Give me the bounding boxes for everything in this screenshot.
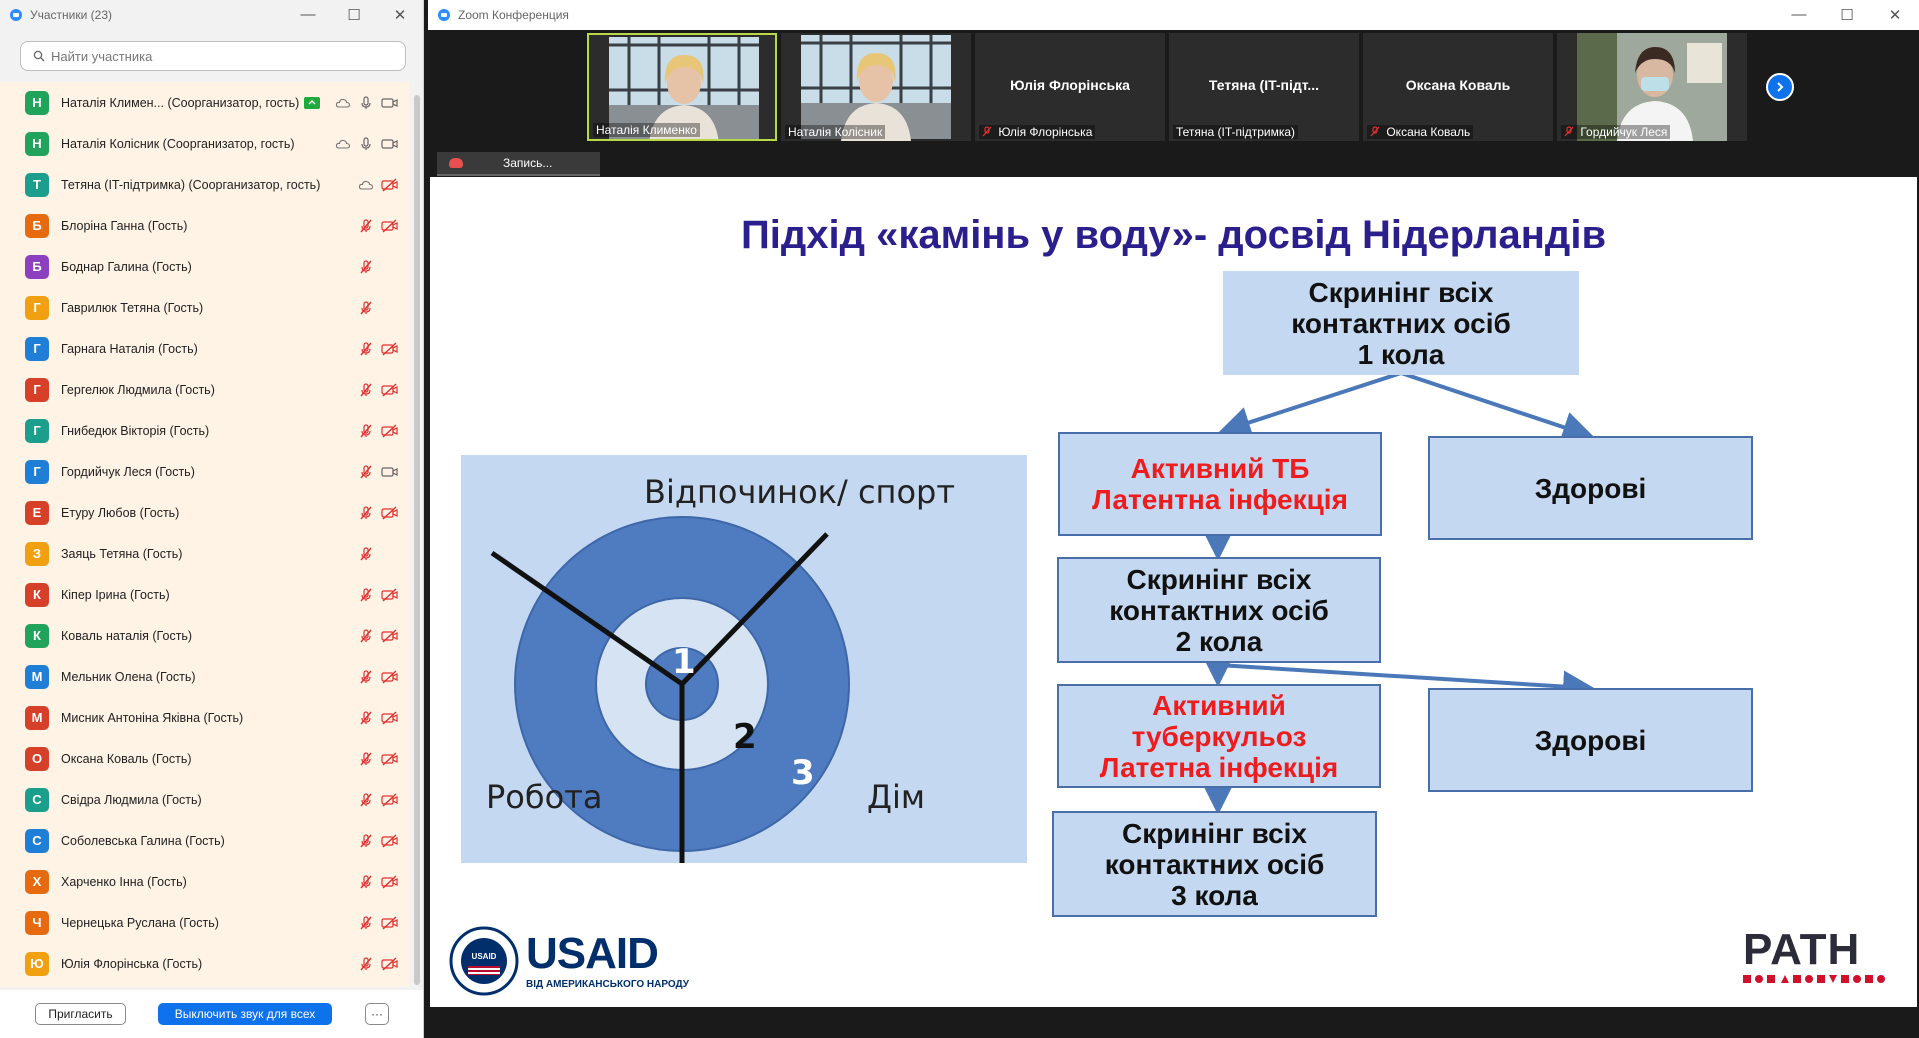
- participant-status-icons: [358, 205, 399, 246]
- mute-all-button[interactable]: Выключить звук для всех: [158, 1003, 332, 1025]
- shared-slide: [430, 177, 1917, 1007]
- thumbnail-name-label: [1173, 125, 1298, 139]
- work-label: Робота: [486, 778, 603, 816]
- mic-muted-icon[interactable]: [358, 259, 374, 275]
- maximize-icon[interactable]: ☐: [1840, 7, 1854, 24]
- ring-number-2: 2: [733, 717, 757, 757]
- avatar: Н: [25, 91, 49, 115]
- participants-title: Участники (23): [30, 8, 113, 22]
- video-thumbnail-strip: [587, 33, 1747, 141]
- participant-status-icons: [358, 943, 399, 984]
- participant-list-scrollbar[interactable]: [414, 95, 420, 985]
- avatar: С: [25, 788, 49, 812]
- healthy-box-1: [1428, 436, 1753, 540]
- video-thumbnail[interactable]: [975, 33, 1165, 141]
- participant-row[interactable]: [0, 902, 409, 943]
- participant-row[interactable]: [0, 738, 409, 779]
- chevron-right-icon: [1774, 81, 1786, 93]
- ring-number-3: 3: [791, 753, 815, 793]
- invite-button[interactable]: Пригласить: [35, 1003, 126, 1025]
- next-page-button[interactable]: [1766, 73, 1794, 101]
- participant-row[interactable]: [0, 820, 409, 861]
- thumbnail-display-name: Тетяна (IT-підт...: [1208, 77, 1320, 93]
- video-off-icon[interactable]: [381, 628, 399, 644]
- participant-name: Наталія Климен... (Соорганизатор, гость): [61, 95, 300, 110]
- search-icon: [33, 50, 45, 62]
- box2-line2: Латентна інфекція: [1092, 484, 1348, 515]
- mic-muted-icon: [982, 126, 992, 137]
- cloud-icon: [335, 95, 351, 111]
- mic-muted-icon[interactable]: [358, 833, 374, 849]
- box5-line1: Активний: [1152, 689, 1286, 721]
- video-off-icon[interactable]: [381, 341, 399, 357]
- participant-row[interactable]: [0, 943, 409, 984]
- avatar: С: [25, 829, 49, 853]
- participant-row[interactable]: [0, 574, 409, 615]
- participant-status-icons: [335, 82, 399, 123]
- home-label: Дім: [867, 778, 926, 816]
- thumbnail-name-label: [593, 123, 700, 137]
- participant-status-icons: [358, 246, 399, 287]
- participant-row[interactable]: [0, 861, 409, 902]
- video-off-icon[interactable]: [381, 669, 399, 685]
- thumbnail-name-label: [1561, 125, 1670, 139]
- participant-row[interactable]: [0, 656, 409, 697]
- box7-line3: 3 кола: [1171, 879, 1258, 911]
- participant-name: Свідра Людмила (Гость): [61, 792, 202, 807]
- participant-name: Тетяна (IT-підтримка) (Соорганизатор, гость): [61, 177, 321, 192]
- mic-muted-icon[interactable]: [358, 505, 374, 521]
- box5-line3: Латетна інфекція: [1099, 751, 1339, 783]
- mic-muted-icon: [1370, 126, 1380, 137]
- mic-muted-icon[interactable]: [358, 218, 374, 234]
- participant-status-icons: [358, 328, 399, 369]
- meeting-title: Zoom Конференция: [458, 8, 569, 22]
- avatar: Г: [25, 419, 49, 443]
- active-tb-latent-box: [1058, 432, 1382, 536]
- participant-row[interactable]: [0, 123, 409, 164]
- video-thumbnail[interactable]: [1169, 33, 1359, 141]
- screening-circle2-box: [1057, 557, 1381, 663]
- cloud-record-icon: [449, 158, 463, 168]
- participant-status-icons: [358, 697, 399, 738]
- mic-muted-icon: [1564, 126, 1574, 137]
- cloud-icon: [335, 136, 351, 152]
- participant-name: Гордийчук Леся (Гость): [61, 464, 195, 479]
- thumbnail-name-label: [785, 125, 885, 139]
- mic-muted-icon[interactable]: [358, 915, 374, 931]
- participant-name: Заяць Тетяна (Гость): [61, 546, 183, 561]
- thumbnail-name-label: [1367, 125, 1473, 139]
- avatar: Ю: [25, 952, 49, 976]
- participant-row[interactable]: [0, 697, 409, 738]
- participant-name: Харченко Інна (Гость): [61, 874, 187, 889]
- participant-name: Мисник Антоніна Яківна (Гость): [61, 710, 244, 725]
- participant-name: Гаврилюк Тетяна (Гость): [61, 300, 204, 315]
- mic-muted-icon[interactable]: [358, 341, 374, 357]
- cloud-icon: [358, 177, 374, 193]
- avatar: Т: [25, 173, 49, 197]
- avatar: Г: [25, 337, 49, 361]
- avatar: О: [25, 747, 49, 771]
- participant-row[interactable]: [0, 164, 409, 205]
- video-off-icon[interactable]: [381, 177, 399, 193]
- participant-name: Гордийчук Леся: [1580, 125, 1668, 139]
- video-thumbnail[interactable]: [587, 33, 777, 141]
- video-off-icon[interactable]: [381, 751, 399, 767]
- participant-name: Тетяна (IT-підтримка): [1176, 125, 1296, 139]
- box4-line2: контактних осіб: [1109, 594, 1329, 626]
- participant-status-icons: [335, 123, 399, 164]
- participant-row[interactable]: [0, 615, 409, 656]
- mic-muted-icon[interactable]: [358, 300, 374, 316]
- avatar: Б: [25, 214, 49, 238]
- participant-name: Чернецька Руслана (Гость): [61, 915, 219, 930]
- participant-name: Мельник Олена (Гость): [61, 669, 196, 684]
- avatar: М: [25, 665, 49, 689]
- path-wordmark: PATH: [1743, 925, 1861, 974]
- box5-line2: туберкульоз: [1131, 720, 1307, 752]
- participant-name: Наталія Колісник: [788, 125, 883, 139]
- mic-muted-icon[interactable]: [358, 792, 374, 808]
- box1-line2: контактних осіб: [1291, 307, 1511, 339]
- participant-status-icons: [358, 615, 399, 656]
- participant-name: Гергелюк Людмила (Гость): [61, 382, 215, 397]
- box1-line3: 1 кола: [1357, 338, 1445, 370]
- participant-name: Юлія Флорінська (Гость): [61, 956, 203, 971]
- participant-row[interactable]: [0, 779, 409, 820]
- mic-muted-icon[interactable]: [358, 546, 374, 562]
- leisure-sport-label: Відпочинок/ спорт: [644, 473, 955, 511]
- video-off-icon[interactable]: [381, 505, 399, 521]
- box4-line3: 2 кола: [1175, 625, 1263, 657]
- video-thumbnail[interactable]: [781, 33, 971, 141]
- participant-status-icons: [358, 410, 399, 451]
- video-icon[interactable]: [381, 136, 399, 152]
- close-icon[interactable]: ✕: [393, 7, 407, 24]
- participant-status-icons: [358, 574, 399, 615]
- participant-status-icons: [358, 902, 399, 943]
- active-tb-latent-box-2: [1057, 684, 1381, 788]
- participants-title-bar: [0, 0, 423, 30]
- recording-label: Запись...: [503, 156, 553, 170]
- participant-name: Оксана Коваль (Гость): [61, 751, 192, 766]
- share-screen-icon: [304, 97, 320, 109]
- participant-name: Оксана Коваль: [1386, 125, 1471, 139]
- participant-row[interactable]: [0, 492, 409, 533]
- avatar: Б: [25, 255, 49, 279]
- mic-muted-icon[interactable]: [358, 751, 374, 767]
- avatar: Е: [25, 501, 49, 525]
- avatar: З: [25, 542, 49, 566]
- mic-icon[interactable]: [358, 136, 374, 152]
- participant-status-icons: [358, 492, 399, 533]
- slide-title: Підхід «камінь у воду»- досвід Нідерландів: [740, 213, 1607, 257]
- participant-name: Коваль наталія (Гость): [61, 628, 193, 643]
- participant-status-icons: [358, 369, 399, 410]
- participant-status-icons: [358, 656, 399, 697]
- box7-line2: контактних осіб: [1104, 848, 1325, 880]
- usaid-seal-icon: [449, 926, 519, 996]
- avatar: Г: [25, 460, 49, 484]
- usaid-tagline: ВІД АМЕРИКАНСЬКОГО НАРОДУ: [526, 979, 690, 990]
- mic-muted-icon[interactable]: [358, 956, 374, 972]
- video-off-icon[interactable]: [381, 710, 399, 726]
- more-options-button[interactable]: ···: [365, 1003, 389, 1025]
- participant-name: Юлія Флорінська: [998, 125, 1093, 139]
- video-off-icon[interactable]: [381, 587, 399, 603]
- participant-status-icons: [358, 861, 399, 902]
- mic-muted-icon[interactable]: [358, 587, 374, 603]
- avatar: К: [25, 583, 49, 607]
- stone-in-water-diagram: [461, 455, 1027, 863]
- participant-row[interactable]: [0, 410, 409, 451]
- box6-line1: Здорові: [1534, 724, 1647, 756]
- participant-status-icons: [358, 164, 399, 205]
- avatar: Г: [25, 296, 49, 320]
- participant-row[interactable]: [0, 287, 409, 328]
- box3-line1: Здорові: [1534, 472, 1647, 504]
- mic-muted-icon[interactable]: [358, 669, 374, 685]
- thumbnail-display-name: Оксана Коваль: [1405, 77, 1511, 93]
- avatar: М: [25, 706, 49, 730]
- meeting-title-bar: [428, 0, 1919, 30]
- avatar: Х: [25, 870, 49, 894]
- usaid-seal-text: USAID: [471, 952, 497, 961]
- participant-status-icons: [358, 738, 399, 779]
- recording-indicator[interactable]: [437, 152, 600, 176]
- participant-name: Наталія Колісник (Соорганизатор, гость): [61, 136, 295, 151]
- participant-row[interactable]: [0, 205, 409, 246]
- healthy-box-2: [1428, 688, 1753, 792]
- participants-panel: [0, 0, 424, 1038]
- participant-name: Гарнага Наталія (Гость): [61, 341, 198, 356]
- ring-number-1: 1: [672, 642, 696, 682]
- mic-muted-icon[interactable]: [358, 423, 374, 439]
- video-off-icon[interactable]: [381, 792, 399, 808]
- usaid-logo: [449, 926, 690, 1001]
- mic-muted-icon[interactable]: [358, 874, 374, 890]
- participant-name: Боднар Галина (Гость): [61, 259, 192, 274]
- thumbnail-name-label: [979, 125, 1095, 139]
- mic-icon[interactable]: [358, 95, 374, 111]
- thumbnail-display-name: Юлія Флорінська: [1010, 77, 1130, 93]
- participant-name: Блоріна Ганна (Гость): [61, 218, 188, 233]
- box7-line1: Скринінг всіх: [1121, 817, 1308, 849]
- path-pattern-icon: [1743, 973, 1887, 985]
- search-participant-input[interactable]: [20, 41, 406, 71]
- participant-row[interactable]: [0, 369, 409, 410]
- mic-muted-icon[interactable]: [358, 464, 374, 480]
- participant-row[interactable]: [0, 451, 409, 492]
- box4-line1: Скринінг всіх: [1126, 563, 1312, 595]
- participant-name: Етуру Любов (Гость): [61, 505, 180, 520]
- participant-name: Кіпер Ірина (Гость): [61, 587, 170, 602]
- search-placeholder: Найти участника: [51, 48, 153, 64]
- screening-circle3-box: [1052, 811, 1377, 917]
- box2-line1: Активний ТБ: [1130, 453, 1310, 484]
- participant-status-icons: [358, 820, 399, 861]
- video-off-icon[interactable]: [381, 423, 399, 439]
- video-thumbnail[interactable]: [1363, 33, 1553, 141]
- box1-line1: Скринінг всіх: [1308, 276, 1494, 308]
- participant-row[interactable]: [0, 328, 409, 369]
- mic-muted-icon[interactable]: [358, 710, 374, 726]
- mic-muted-icon[interactable]: [358, 382, 374, 398]
- arrow-box1-box3: [1401, 373, 1587, 435]
- participant-row[interactable]: [0, 533, 409, 574]
- avatar: Ч: [25, 911, 49, 935]
- avatar: Г: [25, 378, 49, 402]
- close-icon[interactable]: ✕: [1888, 7, 1902, 24]
- zoom-logo-icon: [10, 9, 22, 21]
- participant-name: Наталія Клименко: [596, 123, 697, 137]
- mic-muted-icon[interactable]: [358, 628, 374, 644]
- maximize-icon[interactable]: ☐: [347, 7, 361, 24]
- video-off-icon[interactable]: [381, 915, 399, 931]
- video-off-icon[interactable]: [381, 218, 399, 234]
- video-off-icon[interactable]: [381, 382, 399, 398]
- meeting-window: [428, 0, 1919, 1038]
- video-icon[interactable]: [381, 95, 399, 111]
- participant-status-icons: [358, 287, 399, 328]
- zoom-logo-icon: [438, 9, 450, 21]
- participant-status-icons: [358, 533, 399, 574]
- avatar: Н: [25, 132, 49, 156]
- arrow-box1-box2: [1226, 373, 1401, 430]
- avatar: К: [25, 624, 49, 648]
- video-off-icon[interactable]: [381, 956, 399, 972]
- minimize-icon[interactable]: —: [300, 6, 316, 23]
- usaid-wordmark: USAID: [526, 929, 658, 978]
- participant-row[interactable]: [0, 246, 409, 287]
- video-thumbnail[interactable]: [1557, 33, 1747, 141]
- participant-row[interactable]: [0, 82, 409, 123]
- participant-status-icons: [358, 779, 399, 820]
- participant-list: [0, 82, 409, 987]
- video-off-icon[interactable]: [381, 874, 399, 890]
- video-icon[interactable]: [381, 464, 399, 480]
- participant-status-icons: [358, 451, 399, 492]
- participant-name: Соболевська Галина (Гость): [61, 833, 225, 848]
- video-off-icon[interactable]: [381, 833, 399, 849]
- minimize-icon[interactable]: —: [1791, 6, 1807, 23]
- participant-name: Гнибедюк Вікторія (Гость): [61, 423, 210, 438]
- path-logo: [1743, 925, 1887, 990]
- screening-circle1-box: [1223, 271, 1579, 375]
